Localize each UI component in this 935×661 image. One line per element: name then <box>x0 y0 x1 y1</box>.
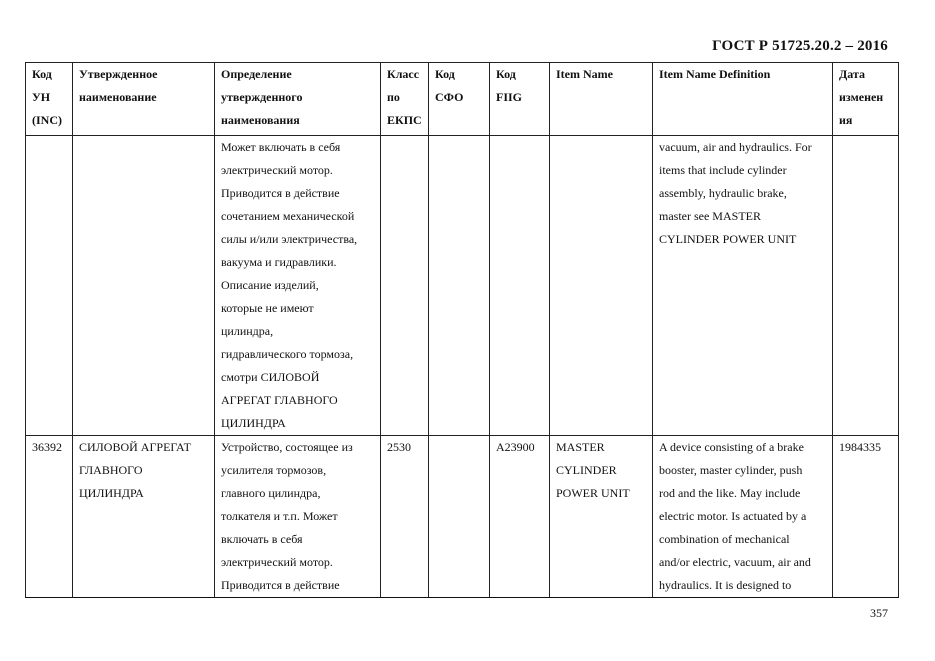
header-item-name: Item Name <box>550 63 653 136</box>
cell-class-ekps <box>381 136 429 436</box>
cell-item-definition: vacuum, air and hydraulics. For items that include cylinder assembly, hydraulic brake, master see MASTER CYLINDER POWER UNIT <box>653 136 833 436</box>
header-code-fiig: Код FIIG <box>490 63 550 136</box>
header-change-date: Дата изменен ия <box>833 63 899 136</box>
table-header-row <box>26 63 899 136</box>
cell-code-fiig: A23900 <box>490 436 550 598</box>
header-class-ekps: Класс по ЕКПС <box>381 63 429 136</box>
cell-definition-ru: Может включать в себя электрический мотор. Приводится в действие сочетанием механической силы и/или электричества, вакуума и гидравлики. Описание изделий, которые не имеют цилиндра, гидравлического тормоза, смотри СИЛОВОЙ АГРЕГАТ ГЛАВНОГО ЦИЛИНДРА <box>215 136 381 436</box>
header-approved-name: Утвержденное наименование <box>73 63 215 136</box>
cell-definition-ru: Устройство, состоящее из усилителя тормозов, главного цилиндра, толкателя и т.п. Может включать в себя электрический мотор. Приводится в действие <box>215 436 381 598</box>
cell-code-inc <box>26 136 73 436</box>
cell-item-name: MASTER CYLINDER POWER UNIT <box>550 436 653 598</box>
cell-code-sfo <box>429 136 490 436</box>
cell-approved-name: СИЛОВОЙ АГРЕГАТ ГЛАВНОГО ЦИЛИНДРА <box>73 436 215 598</box>
cell-approved-name <box>73 136 215 436</box>
cell-change-date: 1984335 <box>833 436 899 598</box>
header-item-definition: Item Name Definition <box>653 63 833 136</box>
cell-change-date <box>833 136 899 436</box>
classification-table <box>25 62 899 598</box>
cell-item-definition: A device consisting of a brake booster, master cylinder, push rod and the like. May include electric motor. Is actuated by a combination of mechanical and/or electric, vacuum, air and hydraulics. It is designed to <box>653 436 833 598</box>
cell-code-sfo <box>429 436 490 598</box>
cell-code-inc: 36392 <box>26 436 73 598</box>
header-definition-ru: Определение утвержденного наименования <box>215 63 381 136</box>
document-standard-number: ГОСТ Р 51725.20.2 – 2016 <box>712 38 888 54</box>
table-row <box>26 136 899 436</box>
header-code-sfo: Код СФО <box>429 63 490 136</box>
cell-code-fiig <box>490 136 550 436</box>
page-number: 357 <box>870 606 888 620</box>
cell-item-name <box>550 136 653 436</box>
header-code-inc: Код УН (INC) <box>26 63 73 136</box>
cell-class-ekps: 2530 <box>381 436 429 598</box>
table-row <box>26 436 899 598</box>
